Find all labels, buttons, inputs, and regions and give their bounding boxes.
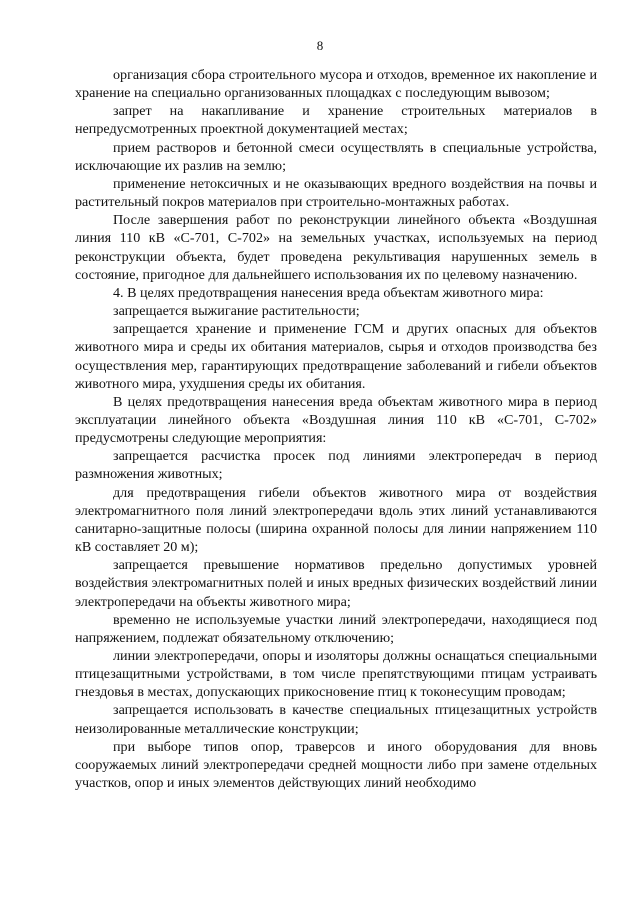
paragraph-protection-strips: для предотвращения гибели объектов животного мира от воздействия электромагнитного поля линий электропередачи вдоль этих линий устанавливаются санитарно-защитные полосы (ширина охранной полосы для линии напряжением 110 кВ составляет 20 м); [75, 484, 597, 556]
paragraph-uninsulated-ban: запрещается использовать в качестве специальных птицезащитных устройств неизолированные металлические конструкции; [75, 702, 597, 737]
page-number: 8 [316, 38, 324, 53]
paragraph-non-toxic-materials: применение нетоксичных и не оказывающих вредного воздействия на почвы и растительный покров материалов при строительно-монтажных работах. [75, 175, 597, 211]
paragraph-recultivation: После завершения работ по реконструкции линейного объекта «Воздушная линия 110 кВ «С-701, С-702» на земельных участках, используемых на период реконструкции объекта, будет проведена рекультивация нарушенных земель в состояние, пригодное для дальнейшего использования их по целевому назначению. [75, 212, 597, 283]
paragraph-section-4-heading: 4. В целях предотвращения нанесения вреда объектам животного мира: [113, 284, 544, 301]
paragraph-waste-collection: организация сбора строительного мусора и отходов, временное их накопление и хранение на специально организованных площадках с последующим вывозом; [75, 67, 597, 102]
paragraph-disconnect-unused: временно не используемые участки линий электропередачи, находящиеся под напряжением, подлежат обязательному отключению; [75, 611, 597, 646]
paragraph-bird-protection-devices: линии электропередачи, опоры и изоляторы должны оснащаться специальными птицезащитными устройствами, в том числе препятствующими птицам устраивать гнездовья в местах, допускающих прикосновение птиц к токонесущим проводам; [75, 648, 597, 701]
paragraph-operation-measures-intro: В целях предотвращения нанесения вреда объектам животного мира в период эксплуатации линейного объекта «Воздушная линия 110 кВ «С-701, С-702» предусмотрены следующие мероприятия: [75, 393, 597, 447]
document-body [75, 66, 597, 792]
paragraph-emf-limits: запрещается превышение нормативов предельно допустимых уровней воздействия электромагнитных полей и иных вредных физических воздействий линии электропередачи на объекты животного мира; [75, 557, 597, 610]
paragraph-burning-ban: запрещается выжигание растительности; [113, 303, 360, 320]
paragraph-clearing-ban: запрещается расчистка просек под линиями электропередач в период размножения животных; [75, 448, 597, 483]
paragraph-fuel-storage-ban: запрещается хранение и применение ГСМ и других опасных для объектов животного мира и среды их обитания материалов, сырья и отходов производства без осуществления мер, гарантирующих предотвращение заболеваний и гибели объектов животного мира, ухудшения среды их обитания. [75, 321, 597, 392]
paragraph-concrete-reception: прием растворов и бетонной смеси осуществлять в специальные устройства, исключающие их разлив на землю; [75, 139, 597, 174]
paragraph-equipment-selection: при выборе типов опор, траверсов и иного оборудования для вновь сооружаемых линий электропередачи средней мощности либо при замене отдельных участков, опор и иных элементов действующих линий необходимо [75, 738, 597, 792]
paragraph-material-storage-ban: запрет на накапливание и хранение строительных материалов в непредусмотренных проектной документацией местах; [75, 103, 597, 138]
